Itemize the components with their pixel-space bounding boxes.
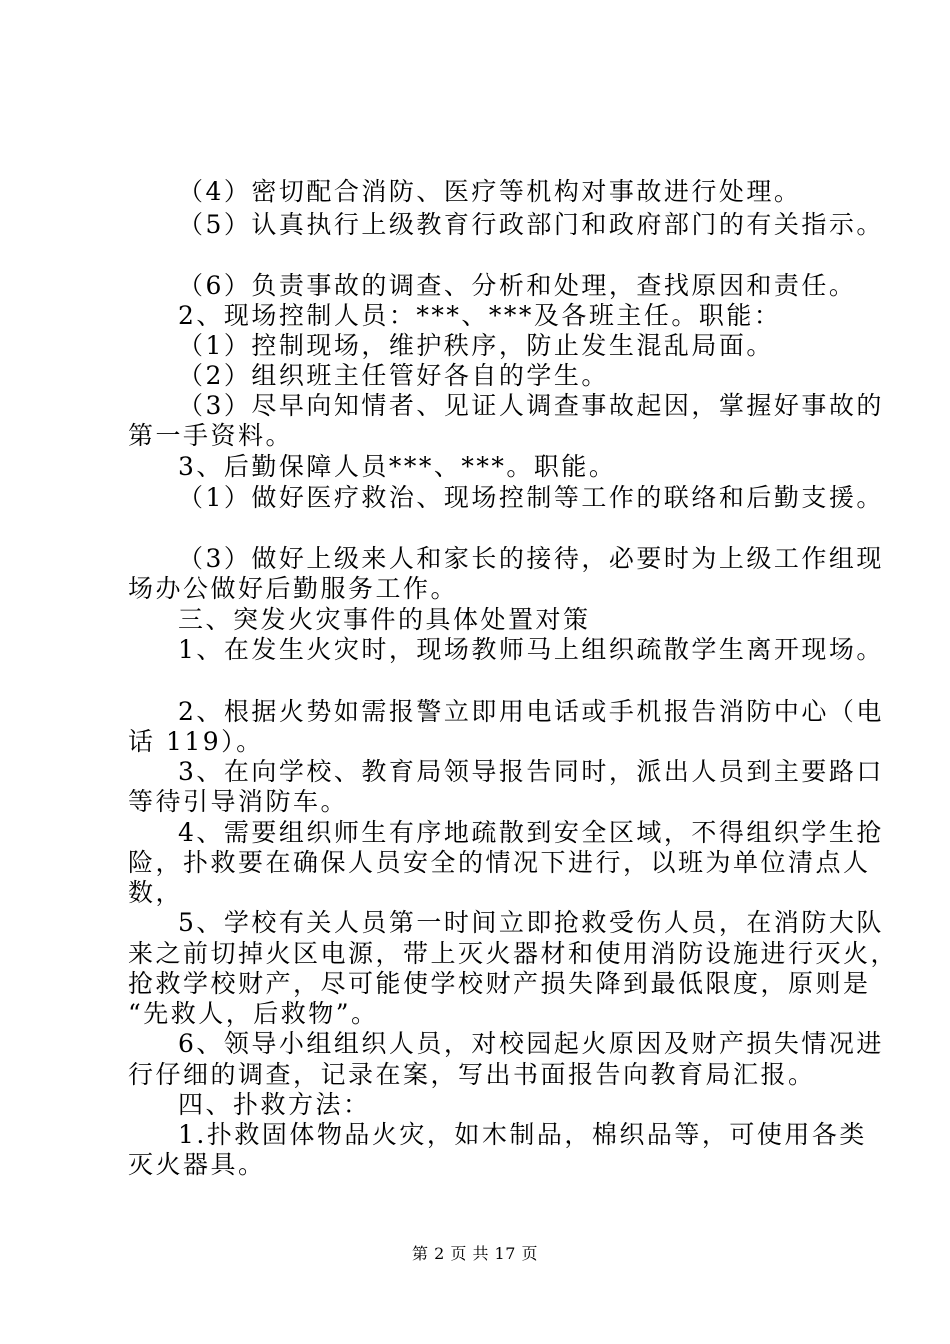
text-line-21: 数， [128,878,184,907]
text-line-12: 场办公做好后勤服务工作。 [128,574,459,603]
text-line-4: 2、现场控制人员：***、***及各班主任。职能： [178,301,782,330]
text-line-5: （1）控制现场，维护秩序，防止发生混乱局面。 [178,331,774,360]
text-line-30: 灭火器具。 [128,1150,266,1179]
text-line-16: 话 119）。 [128,727,264,756]
text-line-28: 四、扑救方法： [178,1090,371,1119]
text-line-14: 1、在发生火灾时，现场教师马上组织疏散学生离开现场。 [178,635,884,664]
text-line-26: 6、领导小组组织人员，对校园起火原因及财产损失情况进 [178,1029,884,1058]
page-number-footer: 第 2 页 共 17 页 [412,1244,538,1263]
text-line-13: 三、突发火灾事件的具体处置对策 [178,605,591,634]
text-line-3: （6）负责事故的调查、分析和处理，查找原因和责任。 [178,271,857,300]
text-line-11: （3）做好上级来人和家长的接待，必要时为上级工作组现 [178,544,884,573]
text-line-29: 1.扑救固体物品火灾，如木制品，棉织品等，可使用各类 [178,1120,867,1149]
text-line-7: （3）尽早向知情者、见证人调查事故起因，掌握好事故的 [178,391,884,420]
text-line-17: 3、在向学校、教育局领导报告同时，派出人员到主要路口 [178,757,884,786]
text-line-27: 行仔细的调查，记录在案，写出书面报告向教育局汇报。 [128,1060,816,1089]
text-line-19: 4、需要组织师生有序地疏散到安全区域，不得组织学生抢 [178,818,884,847]
text-line-15: 2、根据火势如需报警立即用电话或手机报告消防中心（电 [178,697,884,726]
text-line-25: “先救人，后救物”。 [128,999,379,1028]
text-line-9: 3、后勤保障人员***、***。职能。 [178,452,617,481]
text-line-6: （2）组织班主任管好各自的学生。 [178,361,609,390]
text-line-1: （4）密切配合消防、医疗等机构对事故进行处理。 [178,177,802,206]
text-line-2: （5）认真执行上级教育行政部门和政府部门的有关指示。 [178,210,884,239]
text-line-24: 抢救学校财产，尽可能使学校财产损失降到最低限度，原则是 [128,969,871,998]
text-line-22: 5、学校有关人员第一时间立即抢救受伤人员，在消防大队 [178,908,884,937]
text-line-10: （1）做好医疗救治、现场控制等工作的联络和后勤支援。 [178,483,884,512]
text-line-8: 第一手资料。 [128,421,294,450]
text-line-20: 险，扑救要在确保人员安全的情况下进行，以班为单位清点人 [128,848,871,877]
text-line-23: 来之前切掉火区电源，带上灭火器材和使用消防设施进行灭火， [128,939,899,968]
text-line-18: 等待引导消防车。 [128,787,349,816]
